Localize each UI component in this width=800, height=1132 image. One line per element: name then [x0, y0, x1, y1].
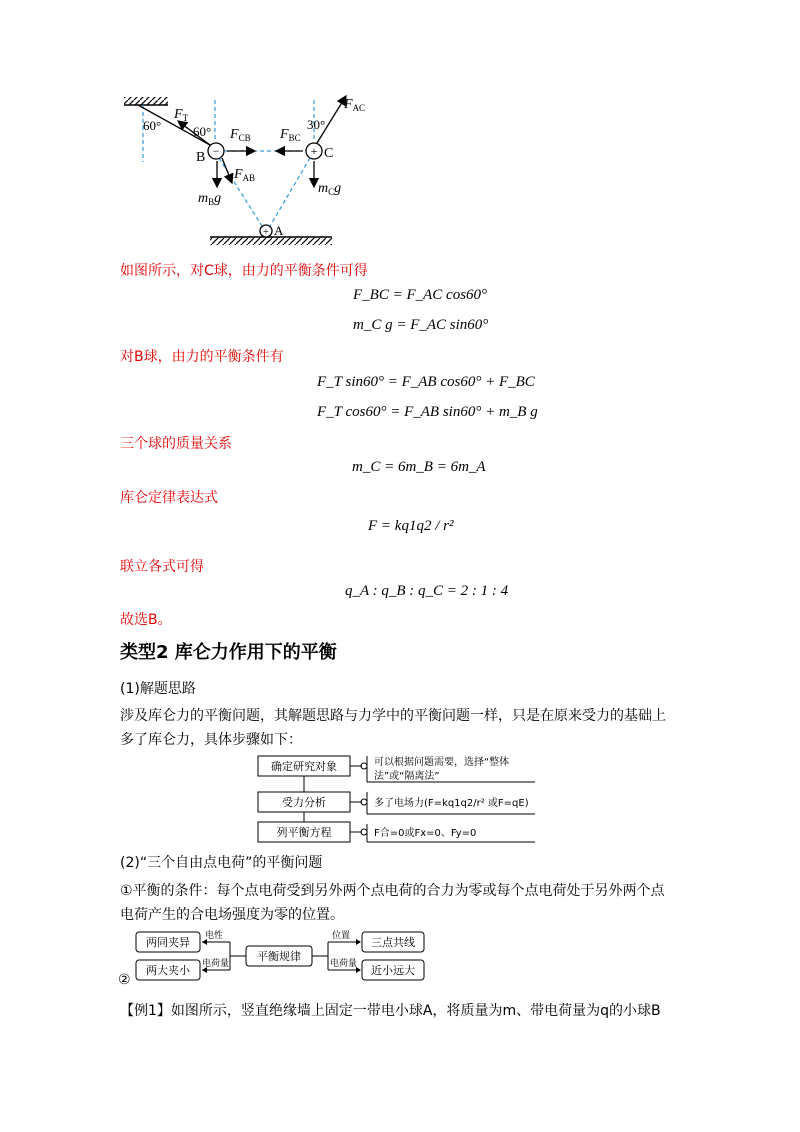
balance-rules-flowchart: [118, 926, 458, 990]
label-fcb: $F_{CB}$: [230, 127, 251, 143]
solution-line-3: 三个球的质量关系: [120, 436, 232, 452]
flow2-right2-link: 电荷量: [330, 959, 358, 969]
paragraph-1b: 多了库仑力，具体步骤如下：: [120, 732, 302, 748]
example-1: 【例1】如图所示，竖直绝缘墙上固定一带电小球A，将质量为m、带电荷量为q的小球B: [120, 1003, 661, 1019]
steps-flowchart: [250, 752, 540, 844]
flow1-note2: 多了电场力(F=kq1q2/r² 或F=qE): [374, 798, 529, 809]
ball-a-sign: +: [263, 227, 269, 238]
flow2-right1-link: 位置: [332, 931, 351, 941]
label-angle-c: 30°: [307, 117, 326, 132]
label-fac: $F_{AC}$: [344, 97, 366, 113]
paragraph-2b: 电荷产生的合电场强度为零的位置。: [120, 907, 344, 923]
label-mbg: $m_Bg$: [198, 191, 222, 207]
fab-arrow: [222, 158, 232, 183]
label-fab: $F_{AB}$: [234, 167, 256, 183]
label-fbc: $F_{BC}$: [280, 127, 301, 143]
flow2-left1: 两同夹异: [146, 936, 190, 949]
label-c: C: [324, 146, 334, 161]
dashed-guides: [143, 100, 314, 226]
solution-line-5: 联立各式可得: [120, 559, 204, 575]
equation-5: m_C = 6m_B = 6m_A: [352, 459, 486, 475]
paragraph-2a: ①平衡的条件：每个点电荷受到另外两个点电荷的合力为零或每个点电荷处于另外两个点: [120, 883, 665, 899]
label-mcg: $m_Cg$: [318, 181, 342, 197]
subheading-1: (1)解题思路: [120, 681, 196, 697]
flow1-note1a: 可以根据问题需要，选择“整体: [374, 757, 510, 768]
ceiling-wall: [124, 97, 168, 105]
subheading-2: (2)“三个自由点电荷”的平衡问题: [120, 855, 323, 871]
solution-line-2: 对B球，由力的平衡条件有: [120, 349, 284, 365]
equation-2: m_C g = F_AC sin60°: [353, 317, 489, 333]
flow2-left2-link: 电荷量: [202, 959, 230, 969]
flow2-left1-link: 电性: [205, 931, 224, 941]
flow1-box3: 列平衡方程: [276, 826, 332, 839]
equation-1: F_BC = F_AC cos60°: [353, 287, 488, 303]
label-ft: $F_T$: [174, 107, 189, 123]
flow1-note3: F合=0或Fx=0、Fy=0: [374, 828, 477, 839]
flow2-circled-2: ②: [118, 972, 131, 988]
flow2-left2: 两大夹小: [146, 964, 190, 977]
flow2-right1: 三点共线: [371, 936, 415, 949]
flow1-note1b: 法”或“隔离法”: [374, 771, 440, 782]
solution-line-1: 如图所示，对C球，由力的平衡条件可得: [120, 263, 368, 279]
label-a: A: [274, 223, 284, 238]
solution-conclusion: 故选B。: [120, 612, 172, 628]
ground: [210, 237, 332, 245]
flow1-box2: 受力分析: [282, 796, 326, 809]
flow2-right2: 近小远大: [371, 964, 415, 977]
ball-b-sign: −: [212, 144, 220, 158]
label-b: B: [196, 150, 206, 165]
ball-c-sign: +: [310, 144, 318, 158]
label-angle-wall: 60°: [143, 118, 162, 133]
paragraph-1a: 涉及库仑力的平衡问题，其解题思路与力学中的平衡问题一样，只是在原来受力的基础上: [120, 708, 666, 724]
equation-7: q_A : q_B : q_C = 2 : 1 : 4: [345, 583, 509, 599]
equation-6: F = kq1q2 / r²: [368, 518, 454, 534]
flow1-box1: 确定研究对象: [271, 760, 337, 773]
flow2-center: 平衡规律: [257, 950, 301, 963]
section-title: 类型2 库仑力作用下的平衡: [120, 642, 337, 663]
force-diagram: [110, 88, 410, 258]
solution-line-4: 库仑定律表达式: [120, 490, 218, 506]
label-angle-b: 60°: [193, 124, 212, 139]
equation-4: F_T cos60° = F_AB sin60° + m_B g: [317, 404, 538, 420]
equation-3: F_T sin60° = F_AB cos60° + F_BC: [317, 374, 535, 390]
